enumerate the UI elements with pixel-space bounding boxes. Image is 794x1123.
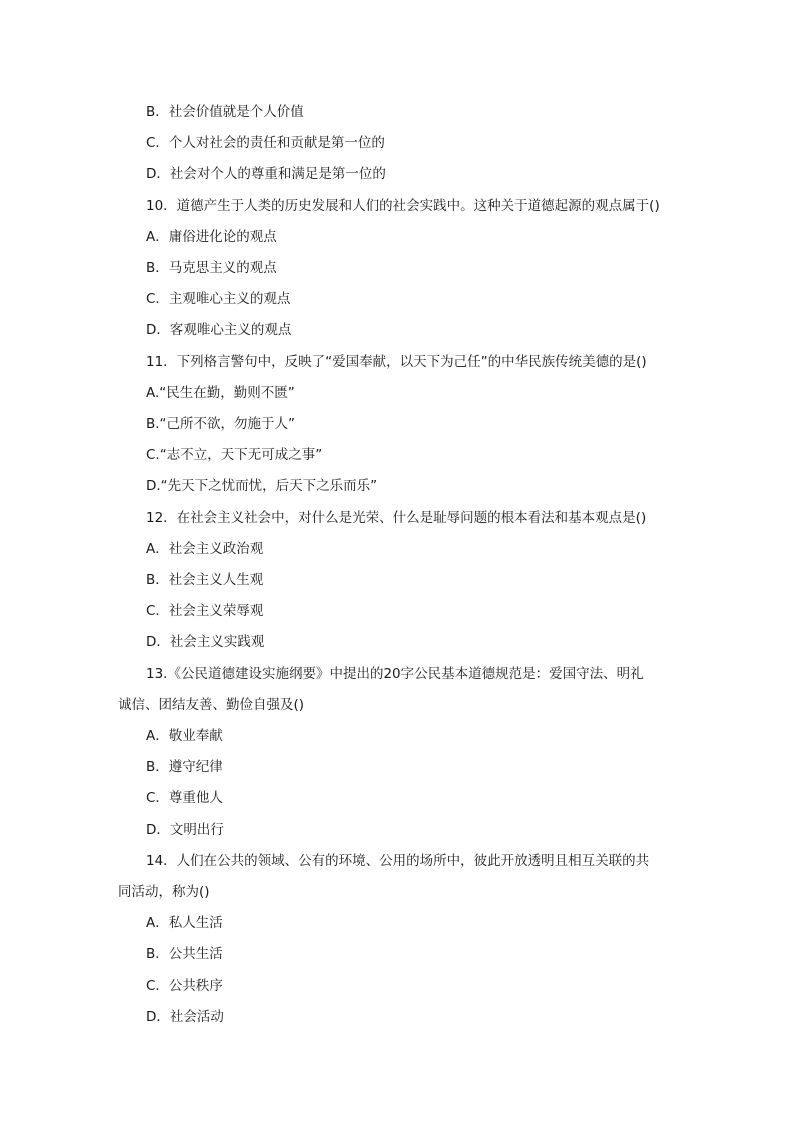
option-text: D.“先天下之忧而忧，后天下之乐而乐” [146,478,378,495]
option-text: D．社会主义实践观 [146,634,265,651]
question-text: 11．下列格言警句中，反映了“爱国奉献，以天下为己任”的中华民族传统美德的是() [146,353,647,370]
option-text: B．社会价值就是个人价值 [146,104,304,120]
option-text: B．公共生活 [146,946,223,963]
option-text: B．社会主义人生观 [146,572,264,588]
question-text: 13.《公民道德建设实施纲要》中提出的20字公民基本道德规范是：爱国守法、明礼 [146,665,644,682]
option-text: C．个人对社会的责任和贡献是第一位的 [146,135,385,152]
option-text: D．社会活动 [146,1008,224,1025]
question-text: 14．人们在公共的领域、公有的环境、公用的场所中，彼此开放透明且相互关联的共 [146,852,650,869]
option-text: D．客观唯心主义的观点 [146,322,292,339]
option-text: D．社会对个人的尊重和满足是第一位的 [146,166,386,183]
option-text: B.“己所不欲，勿施于人” [146,416,296,432]
question-text: 10．道德产生于人类的历史发展和人们的社会实践中。这种关于道德起源的观点属于() [146,197,660,214]
option-text: A．私人生活 [146,915,223,932]
option-text: B．遵守纪律 [146,759,223,776]
option-text: A．敬业奉献 [146,728,223,744]
option-text: A．社会主义政治观 [146,540,264,557]
option-text: C．尊重他人 [146,790,223,807]
option-text: B．马克思主义的观点 [146,260,277,276]
option-text: C.“志不立，天下无可成之事” [146,447,323,464]
option-text: C．社会主义荣辱观 [146,603,264,620]
option-text: A.“民生在勤，勤则不匮” [146,384,295,401]
question-text: 12．在社会主义社会中，对什么是光荣、什么是耻辱问题的根本看法和基本观点是() [146,509,647,526]
option-text: C．公共秩序 [146,977,223,994]
option-text: C．主观唯心主义的观点 [146,291,291,308]
option-text: D．文明出行 [146,821,224,838]
question-text-cont: 同活动，称为() [118,884,210,900]
question-text-cont: 诚信、团结友善、勤俭自强及() [118,696,305,713]
option-text: A．庸俗进化论的观点 [146,228,277,245]
